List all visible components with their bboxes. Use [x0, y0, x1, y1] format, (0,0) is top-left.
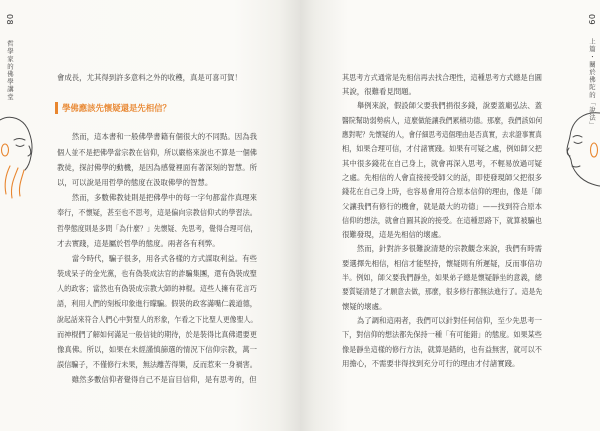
brow-line [14, 139, 25, 141]
text-line: 然而，這本書和一般佛學書籍有個很大的不同點。因為我 [57, 132, 257, 142]
paragraph [57, 190, 257, 251]
closed-eye [574, 142, 582, 144]
text-line: 哲學態度則是多問「為什麼？」先懷疑、先思考，覺得合理可信， [57, 223, 258, 233]
text-line: 很難發現，這是先相信的壞處。 [342, 230, 446, 240]
text-line: 其說，很難看見問題。 [342, 87, 416, 97]
illustration-group [0, 117, 32, 198]
text-line: 醫院幫助弱勢病人，這麼做能讓我們累積功德。那麼，我們該如何 [342, 115, 543, 125]
text-line: 然而，針對許多很難說清楚的宗教觀念來說，我們有時需 [342, 244, 542, 254]
running-header: 哲學家的佛學講堂 [6, 40, 14, 101]
page-number: 08 [5, 14, 14, 26]
text-line: 應對呢？先懷疑的人，會仔細思考這個理由是否真實，去求證事實真 [342, 130, 542, 140]
head-outline [567, 113, 600, 186]
text-line: 說起話來符合人們心中對聖人的形象，乍看之下比聖人更像聖人。 [57, 314, 258, 324]
page-number: 09 [587, 14, 596, 26]
text-line: 相，如果合理可信，才付諸實踐。如果有可疑之處，例如師父把 [342, 144, 542, 154]
paragraph [342, 242, 542, 313]
ear [2, 144, 9, 156]
text-line: 雖然多數信仰者覺得自己不是盲目信仰，是有思考的，但 [57, 375, 257, 385]
body-text [57, 129, 257, 387]
paragraph [57, 70, 257, 85]
nose-line [28, 146, 31, 156]
nose-line [567, 148, 570, 156]
text-line: 其思考方式通常是先相信再去找合理性，這種思考方式總是自圓 [342, 72, 542, 82]
text-line: 會成長，尤其得到許多意料之外的收穫，真是可喜可賀！ [57, 73, 242, 83]
beard-lines [5, 166, 24, 198]
monk-face-illustration [564, 110, 600, 190]
text-line: 裝成呆子的金光黨，也有偽裝成法官的詐騙集團，還有偽裝成聖 [57, 269, 257, 279]
paragraph [57, 372, 257, 387]
paragraph [57, 129, 257, 190]
text-line: 下，對信仰的想法都先保持一種「有可能錯」的態度。如果某些 [342, 330, 542, 340]
text-line: 舉例來說，假設師父要我們捐很多錢，說要蓋廟弘法、蓋 [342, 101, 542, 111]
body-text [342, 71, 542, 371]
text-line: 而神棍們了解如何滿足一般信徒的期待，於是裝得比真佛還要更 [57, 329, 257, 339]
text-line: 其中很多錢花在自己身上，就會再深入思考，不輕易放過可疑 [342, 158, 542, 168]
text-line: 當今時代，騙子很多，用各式各樣的方式謀取利益。有些 [57, 253, 257, 263]
text-line: 懷疑的壞處。 [342, 301, 387, 311]
paragraph [342, 99, 542, 242]
closed-eye [16, 145, 24, 147]
continued-paragraph [57, 70, 257, 85]
heading-accent-bar [55, 102, 58, 114]
text-line: 用擔心，不需要非得找到充分可行的理由才付諸實踐。 [342, 358, 520, 368]
ear [591, 143, 598, 157]
text-line: 奉行，不懷疑，甚至也不思考，這是偏向宗教信仰式的學習法。 [57, 208, 257, 218]
right-page [300, 0, 600, 431]
paragraph [57, 251, 257, 373]
text-line: 教徒，探討佛學的動機，是因為感覺裡面有著深刻的智慧。所 [57, 162, 257, 172]
text-line: 像是靜坐這樣的修行方法，就算是錯的，也有益無害，就可以不 [342, 344, 542, 354]
text-line: 要質疑清楚了才願意去做，那麼，很多修行都無法進行了。這是先 [342, 287, 543, 297]
text-line: 信仰的想法，就會自圓其說的接受。在這種思路下，就算被騙也 [342, 215, 542, 225]
text-line: 才去實踐，這是屬於哲學的態度。兩者各有利弊。 [57, 238, 220, 248]
brow-line [573, 136, 582, 138]
text-line: 以，可以說是用哲學的態度在汲取佛學的智慧。 [57, 177, 213, 187]
text-line: 要選擇先相信，相信才能堅持，懷疑則有所遲疑，反而事倍功 [342, 258, 542, 268]
text-line: 誤信騙子，不僅修行未果，無法離苦得樂，反而惹來一身禍害。 [57, 360, 257, 370]
text-line: 為了調和這兩者，我們可以針對任何信仰，至少先思考一 [342, 315, 542, 325]
text-line: 語，利用人們的刻板印象進行矇騙。假裝的政客滿嘴仁義道德， [57, 299, 257, 309]
text-line: 之處。先相信的人會直接接受師父的話，即使發現師父把很多 [342, 172, 542, 182]
text-line: 個人並不是把佛學當宗教在信仰，所以嚴格來說也不算是一個佛 [57, 147, 257, 157]
text-line: 錢花在自己身上時，也容易會用符合原本信仰的理由，像是「師 [342, 187, 542, 197]
text-line: 然而，多數佛教徒則是把佛學中的每一字句都當作真理來 [57, 193, 257, 203]
text-line: 半。例如，師父要我們靜坐，如果弟子總是懷疑靜坐的意義，總 [342, 273, 542, 283]
text-line: 人的政客；當然也有偽裝成宗教大師的神棍。這些人擁有花言巧 [57, 284, 257, 294]
text-line: 像真佛。所以，如果在未經謹慎篩選的情況下信仰宗教，萬一 [57, 345, 257, 355]
text-line: 父讓我們有修行的機會，就是最大的功德」——找到符合原本 [342, 201, 542, 211]
paragraph [342, 314, 542, 371]
running-header: 上篇・關於佛陀的「說法」 [588, 38, 596, 130]
section-heading [55, 101, 255, 115]
philosopher-face-illustration [0, 112, 36, 202]
section-heading-text: 學佛應該先懷疑還是先相信？ [62, 103, 171, 113]
paragraph [342, 71, 542, 100]
illustration-group [567, 113, 600, 186]
mouth-line [572, 166, 580, 167]
